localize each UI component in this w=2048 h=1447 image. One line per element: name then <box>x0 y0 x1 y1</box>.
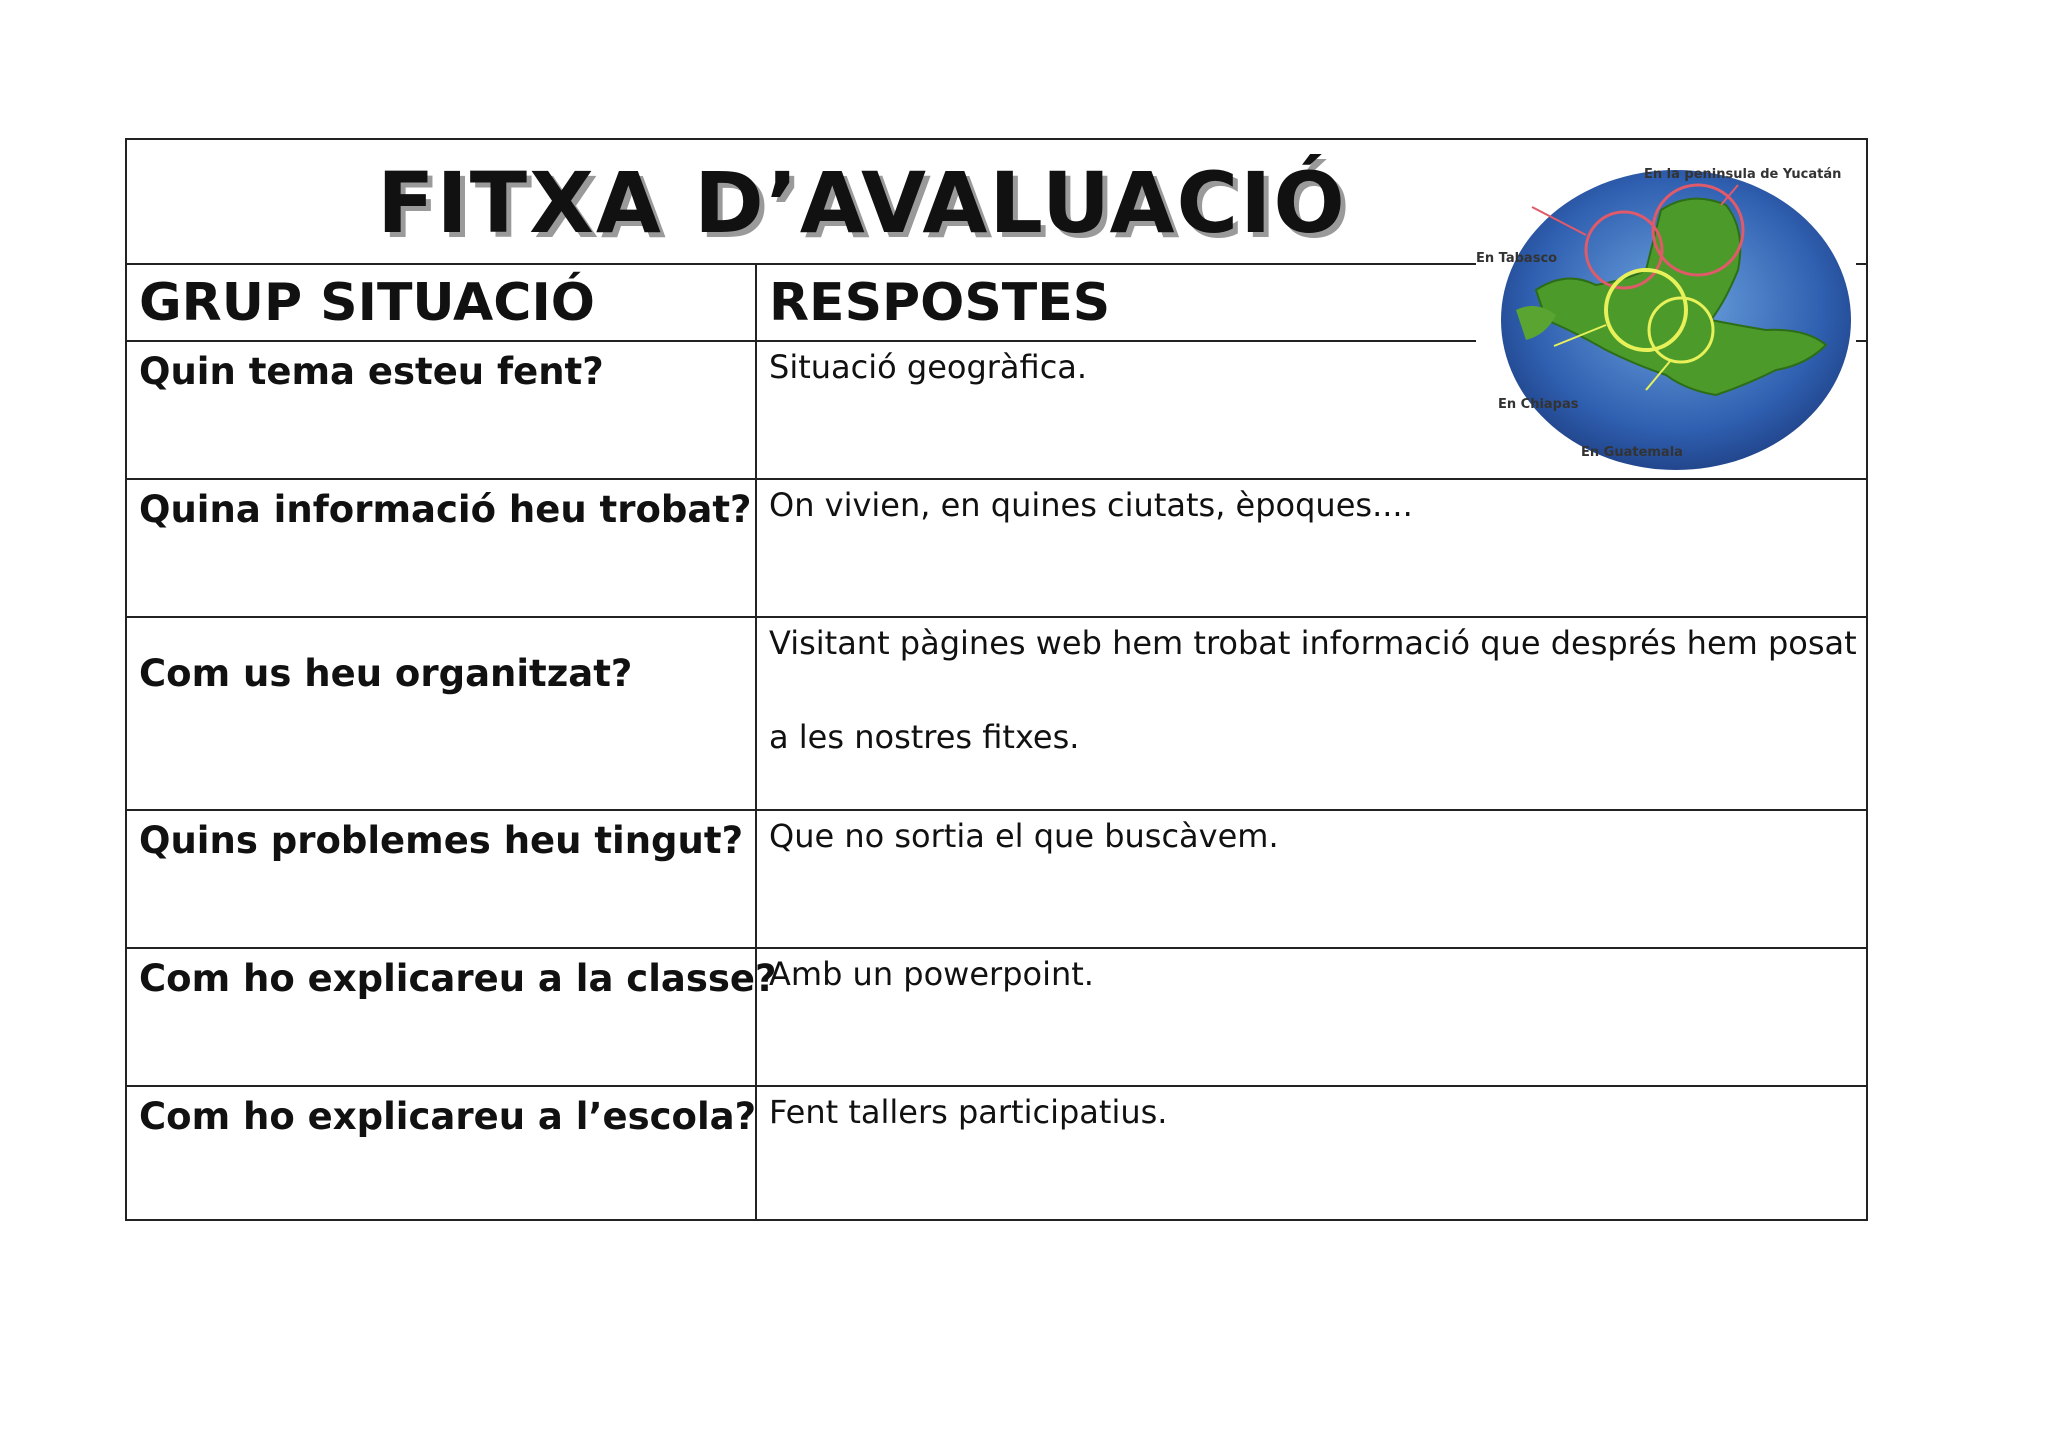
table-row <box>127 949 1866 1087</box>
answer-text: Amb un powerpoint. <box>769 955 1094 993</box>
label-guatemala: En Guatemala <box>1581 445 1683 460</box>
question-text: Quin tema esteu fent? <box>139 350 604 393</box>
table-row <box>127 480 1866 618</box>
table-row <box>127 811 1866 949</box>
label-chiapas: En Chiapas <box>1498 397 1579 412</box>
answer-text: On vivien, en quines ciutats, èpoques.... <box>769 486 1413 524</box>
header-group-situacio: GRUP SITUACIÓ <box>139 273 596 333</box>
answer-text: Que no sortia el que buscàvem. <box>769 817 1279 855</box>
header-respostes: RESPOSTES <box>769 273 1111 333</box>
label-yucatan: En la peninsula de Yucatán <box>1644 167 1842 182</box>
maya-region-map <box>1476 150 1856 470</box>
question-text: Quina informació heu trobat? <box>139 488 752 531</box>
table-row <box>127 1087 1866 1221</box>
table-row <box>127 618 1866 811</box>
question-text: Com ho explicareu a l’escola? <box>139 1095 757 1138</box>
map-illustration <box>1476 150 1856 470</box>
question-text: Com ho explicareu a la classe? <box>139 957 777 1000</box>
question-text: Com us heu organitzat? <box>139 652 633 695</box>
header-left-cell <box>127 265 757 340</box>
answer-text-line-2: a les nostres fitxes. <box>769 718 1080 756</box>
label-tabasco: En Tabasco <box>1476 251 1558 266</box>
page-title: FITXA D’AVALUACIÓ <box>377 154 1347 252</box>
question-cell <box>127 618 757 809</box>
answer-text-line-1: Visitant pàgines web hem trobat informació que després hem posat <box>769 624 1857 662</box>
answer-text: Situació geogràfica. <box>769 348 1088 386</box>
question-text: Quins problemes heu tingut? <box>139 819 744 862</box>
answer-text: Fent tallers participatius. <box>769 1093 1168 1131</box>
